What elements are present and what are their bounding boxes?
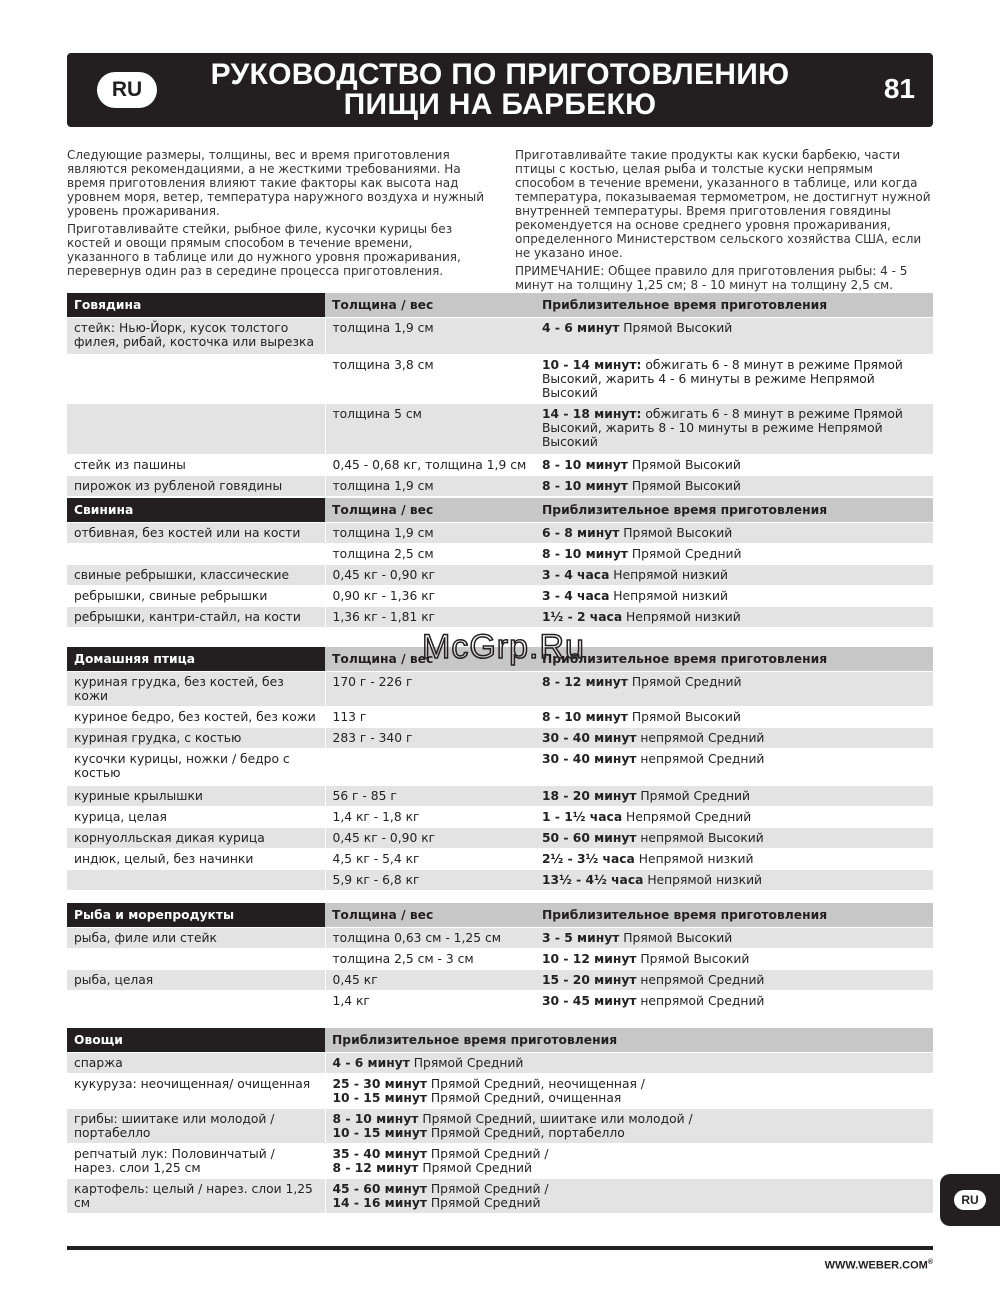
method-text: Непрямой низкий [622, 610, 741, 624]
size-cell [325, 749, 535, 786]
website-text: WWW.WEBER.COM [824, 1259, 928, 1272]
method-text: Прямой Высокий [627, 479, 741, 493]
table-row [67, 849, 933, 870]
time-value: 30 - 45 минут [542, 994, 637, 1008]
intro-paragraph: Следующие размеры, толщины, вес и время приготовления являются рекомендациями, а не жесткими требованиями. На время приготовления влияют такие факторы как высота над уровнем моря, ветер, температура наружного воздуха и нужный уровень прожаривания. [67, 148, 484, 218]
intro-note: ПРИМЕЧАНИЕ: Общее правило для приготовления рыбы: 4 - 5 минут на толщину 1,25 см; 8 - 10 минут на толщину 2,5 см. [515, 264, 908, 292]
size-cell: толщина 1,9 см [325, 476, 535, 497]
column-header: Толщина / вес [325, 293, 535, 318]
size-cell: толщина 1,9 см [325, 523, 535, 544]
food-item: рыба, филе или стейк [67, 928, 325, 949]
time-cell [535, 455, 933, 476]
food-item: индюк, целый, без начинки [67, 849, 325, 870]
time-value: 25 - 30 минут [332, 1077, 427, 1091]
table-header [67, 1028, 933, 1053]
food-item: отбивная, без костей или на кости [67, 523, 325, 544]
table-row [67, 786, 933, 807]
table-row [67, 949, 933, 970]
beef-table [67, 293, 933, 497]
size-cell: 1,4 кг - 1,8 кг [325, 807, 535, 828]
size-cell: толщина 5 см [325, 404, 535, 455]
table-row [67, 565, 933, 586]
table-row [67, 355, 933, 404]
time-value: 3 - 5 минут [542, 931, 620, 945]
table-row [67, 1144, 933, 1179]
time-value: 13½ - 4½ часа [542, 873, 644, 887]
table-row [67, 1074, 933, 1109]
intro-paragraph: Приготавливайте такие продукты как куски барбекю, части птицы с костью, целая рыба и толстые куски непрямым способом в течение времени, указанного в таблице, или когда температура, показываемая термометром, не достигнут нужной внутренней температуры. Время приготовления говядины рекомендуется на основе среднего уровня прожаривания, определенного Министерством сельского хозяйства США, если не указано иное. [515, 148, 931, 260]
food-item: грибы: шиитаке или молодой / портабелло [67, 1109, 325, 1144]
language-side-tab [940, 1174, 1000, 1226]
method-text: обжигать 6 - 8 минут в режиме Прямой Высокий, жарить 4 - 6 минуты в режиме Непрямой Высокий [542, 358, 903, 400]
method-text: обжигать 6 - 8 минут в режиме Прямой Высокий, жарить 8 - 10 минуты в режиме Непрямой Высокий [542, 407, 903, 449]
food-item: кукуруза: неочищенная/ очищенная [67, 1074, 325, 1109]
poultry-table [67, 647, 933, 891]
size-cell: 283 г - 340 г [325, 728, 535, 749]
time-cell [535, 870, 933, 891]
category-title: Домашняя птица [67, 647, 325, 672]
time-cell [535, 565, 933, 586]
food-item: куриная грудка, без костей, без кожи [67, 672, 325, 707]
time-cell [535, 949, 933, 970]
table-row [67, 749, 933, 786]
time-value: 8 - 10 минут [542, 479, 628, 493]
method-text: Прямой Высокий [619, 321, 733, 335]
time-cell [535, 807, 933, 828]
category-title: Свинина [67, 498, 325, 523]
method-text: непрямой Средний [636, 994, 765, 1008]
time-value: 3 - 4 часа [542, 589, 610, 603]
language-badge: RU [97, 72, 157, 108]
food-item [67, 544, 325, 565]
footer-divider [67, 1246, 933, 1250]
table-row [67, 455, 933, 476]
intro-left-column [67, 148, 485, 282]
time-value: 15 - 20 минут [542, 973, 637, 987]
food-item: куриная грудка, с костью [67, 728, 325, 749]
food-item: картофель: целый / нарез. слои 1,25 см [67, 1179, 325, 1214]
method-text: Непрямой низкий [634, 852, 754, 866]
table-row [67, 586, 933, 607]
column-header: Приблизительное время приготовления [535, 903, 933, 928]
column-header: Приблизительное время приготовления [535, 498, 933, 523]
time-value: 3 - 4 часа [542, 568, 610, 582]
time-cell [325, 1144, 933, 1179]
table-row [67, 607, 933, 628]
time-cell [535, 318, 933, 355]
registered-mark: ® [927, 1259, 933, 1266]
time-value: 10 - 15 минут [332, 1091, 427, 1105]
table-row [67, 828, 933, 849]
method-text: непрямой Высокий [636, 831, 764, 845]
table-row [67, 1053, 933, 1074]
size-cell: толщина 2,5 см - 3 см [325, 949, 535, 970]
column-header: Толщина / вес [325, 903, 535, 928]
method-text: непрямой Средний [636, 752, 765, 766]
time-cell [535, 828, 933, 849]
method-text: Прямой Высокий [619, 931, 733, 945]
table-row [67, 707, 933, 728]
time-cell [325, 1074, 933, 1109]
table-row [67, 476, 933, 497]
page-title [177, 60, 823, 120]
time-cell [535, 607, 933, 628]
time-value: 8 - 12 минут [332, 1161, 419, 1175]
size-cell: 0,45 кг [325, 970, 535, 991]
time-value: 14 - 18 минут: [542, 407, 642, 421]
intro-paragraph: Приготавливайте стейки, рыбное филе, кусочки курицы без костей и овощи прямым способом в течение времени, указанного в таблице или до нужного уровня прожаривания, перевернув один раз в середине процесса приготовления. [67, 222, 461, 278]
title-line-1: РУКОВОДСТВО ПО ПРИГОТОВЛЕНИЮ [210, 58, 790, 91]
size-cell: 0,45 кг - 0,90 кг [325, 565, 535, 586]
time-cell [535, 707, 933, 728]
time-value: 8 - 10 минут [542, 547, 628, 561]
food-item [67, 404, 325, 455]
table-row [67, 404, 933, 455]
time-value: 18 - 20 минут [542, 789, 637, 803]
size-cell: толщина 0,63 см - 1,25 см [325, 928, 535, 949]
food-item: рыба, целая [67, 970, 325, 991]
time-cell [535, 476, 933, 497]
intro-right-column [515, 148, 933, 296]
size-cell: 0,45 - 0,68 кг, толщина 1,9 см [325, 455, 535, 476]
table-header [67, 903, 933, 928]
column-header: Толщина / вес [325, 647, 535, 672]
food-item: ребрышки, свиные ребрышки [67, 586, 325, 607]
time-value: 6 - 8 минут [542, 526, 620, 540]
time-cell [535, 786, 933, 807]
time-value: 4 - 6 минут [542, 321, 620, 335]
food-item: свиные ребрышки, классические [67, 565, 325, 586]
size-cell: 170 г - 226 г [325, 672, 535, 707]
time-cell [535, 355, 933, 404]
time-cell [535, 404, 933, 455]
method-text: Непрямой низкий [609, 568, 729, 582]
time-cell [325, 1053, 933, 1074]
language-side-label: RU [954, 1190, 986, 1210]
category-title: Рыба и морепродукты [67, 903, 325, 928]
time-cell [535, 991, 933, 1012]
method-text: Прямой Средний [418, 1161, 532, 1175]
size-cell: 1,36 кг - 1,81 кг [325, 607, 535, 628]
time-value: 8 - 12 минут [542, 675, 628, 689]
table-header [67, 498, 933, 523]
vegetables-table [67, 1028, 933, 1214]
title-line-2: ПИЩИ НА БАРБЕКЮ [343, 88, 657, 121]
food-item [67, 949, 325, 970]
food-item: пирожок из рубленой говядины [67, 476, 325, 497]
method-text: Прямой Высокий [627, 458, 741, 472]
method-text: Непрямой низкий [609, 589, 729, 603]
table-row [67, 807, 933, 828]
table-row [67, 672, 933, 707]
time-value: 8 - 10 минут [542, 458, 628, 472]
method-text: Прямой Средний [636, 789, 751, 803]
method-text: Прямой Высокий [627, 710, 741, 724]
size-cell: толщина 1,9 см [325, 318, 535, 355]
category-title: Говядина [67, 293, 325, 318]
method-text: Прямой Средний [426, 1196, 541, 1210]
food-item: курица, целая [67, 807, 325, 828]
time-value: 2½ - 3½ часа [542, 852, 635, 866]
method-text: Прямой Средний / [426, 1182, 549, 1196]
time-cell [535, 672, 933, 707]
size-cell: 0,90 кг - 1,36 кг [325, 586, 535, 607]
method-text: непрямой Средний [636, 973, 765, 987]
method-text: Прямой Средний, неочищенная / [426, 1077, 645, 1091]
time-value: 1 - 1½ часа [542, 810, 623, 824]
time-value: 10 - 15 минут [332, 1126, 427, 1140]
food-item: стейк из пашины [67, 455, 325, 476]
food-item: спаржа [67, 1053, 325, 1074]
method-text: Прямой Средний / [426, 1147, 549, 1161]
food-item: куриное бедро, без костей, без кожи [67, 707, 325, 728]
food-item: репчатый лук: Половинчатый / нарез. слои 1,25 см [67, 1144, 325, 1179]
size-cell: 1,4 кг [325, 991, 535, 1012]
time-cell [535, 849, 933, 870]
page-number: 81 [883, 73, 915, 104]
time-value: 30 - 40 минут [542, 752, 637, 766]
time-cell [535, 586, 933, 607]
size-cell: 4,5 кг - 5,4 кг [325, 849, 535, 870]
method-text: Прямой Средний [627, 675, 742, 689]
table-row [67, 1109, 933, 1144]
column-header: Приблизительное время приготовления [535, 647, 933, 672]
time-value: 8 - 10 минут [332, 1112, 419, 1126]
table-row [67, 991, 933, 1012]
time-cell [325, 1109, 933, 1144]
time-value: 10 - 14 минут: [542, 358, 642, 372]
table-row [67, 928, 933, 949]
time-value: 1½ - 2 часа [542, 610, 623, 624]
fish-table [67, 903, 933, 1012]
time-cell [325, 1179, 933, 1214]
food-item [67, 870, 325, 891]
time-value: 50 - 60 минут [542, 831, 637, 845]
pork-table [67, 498, 933, 628]
time-value: 10 - 12 минут [542, 952, 637, 966]
food-item: куриные крылышки [67, 786, 325, 807]
size-cell: 5,9 кг - 6,8 кг [325, 870, 535, 891]
method-text: Прямой Высокий [636, 952, 750, 966]
method-text: Прямой Средний [409, 1056, 524, 1070]
table-row [67, 544, 933, 565]
table-row [67, 728, 933, 749]
time-cell [535, 523, 933, 544]
method-text: Прямой Средний, очищенная [426, 1091, 622, 1105]
column-header: Приблизительное время приготовления [325, 1028, 933, 1053]
table-row [67, 523, 933, 544]
method-text: Непрямой Средний [622, 810, 752, 824]
method-text: Прямой Средний, портабелло [426, 1126, 625, 1140]
method-text: Прямой Высокий [619, 526, 733, 540]
method-text: Прямой Средний [627, 547, 742, 561]
time-cell [535, 544, 933, 565]
table-row [67, 970, 933, 991]
time-cell [535, 928, 933, 949]
time-value: 14 - 16 минут [332, 1196, 427, 1210]
time-value: 30 - 40 минут [542, 731, 637, 745]
method-text: непрямой Средний [636, 731, 765, 745]
food-item [67, 991, 325, 1012]
food-item: кусочки курицы, ножки / бедро с костью [67, 749, 325, 786]
size-cell: 56 г - 85 г [325, 786, 535, 807]
time-cell [535, 970, 933, 991]
time-value: 35 - 40 минут [332, 1147, 427, 1161]
column-header: Приблизительное время приготовления [535, 293, 933, 318]
size-cell: 113 г [325, 707, 535, 728]
time-cell [535, 728, 933, 749]
column-header: Толщина / вес [325, 498, 535, 523]
food-item: корнуолльская дикая курица [67, 828, 325, 849]
table-row [67, 1179, 933, 1214]
size-cell: 0,45 кг - 0,90 кг [325, 828, 535, 849]
size-cell: толщина 2,5 см [325, 544, 535, 565]
table-header [67, 293, 933, 318]
watermark: McGrp.Ru [422, 628, 585, 666]
time-value: 4 - 6 минут [332, 1056, 410, 1070]
time-value: 8 - 10 минут [542, 710, 628, 724]
table-row [67, 318, 933, 355]
method-text: Непрямой низкий [643, 873, 763, 887]
food-item: стейк: Нью-Йорк, кусок толстого филея, рибай, косточка или вырезка [67, 318, 325, 355]
category-title: Овощи [67, 1028, 325, 1053]
page-header [67, 53, 933, 127]
time-value: 45 - 60 минут [332, 1182, 427, 1196]
time-cell [535, 749, 933, 786]
food-item [67, 355, 325, 404]
footer-url [825, 1259, 933, 1272]
table-row [67, 870, 933, 891]
method-text: Прямой Средний, шиитаке или молодой / [418, 1112, 693, 1126]
food-item: ребрышки, кантри-стайл, на кости [67, 607, 325, 628]
size-cell: толщина 3,8 см [325, 355, 535, 404]
